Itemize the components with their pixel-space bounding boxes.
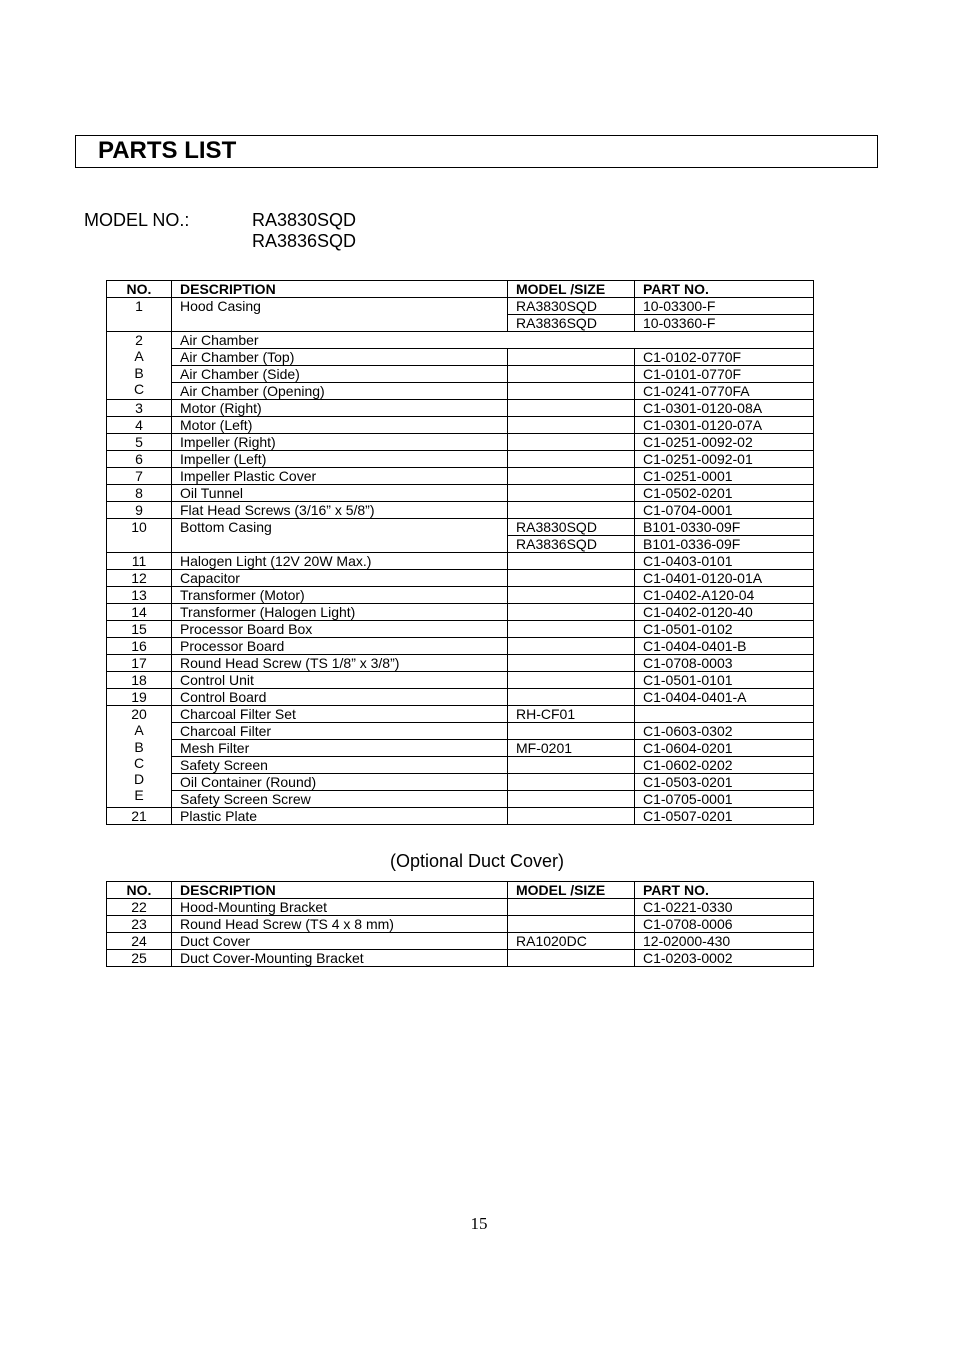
item-no: 1 <box>107 298 172 332</box>
item-no: 24 <box>107 933 172 950</box>
table-row <box>107 366 814 383</box>
item-description: Transformer (Motor) <box>172 587 508 604</box>
item-description: Motor (Left) <box>172 417 508 434</box>
table-row <box>107 950 814 967</box>
item-model-size <box>508 808 635 825</box>
item-part-no: C1-0603-0302 <box>635 723 814 740</box>
item-no: 25 <box>107 950 172 967</box>
item-no: 23 <box>107 916 172 933</box>
item-model-size: RA1020DC <box>508 933 635 950</box>
col-header-no: NO. <box>107 882 172 899</box>
item-description: Safety Screen <box>172 757 508 774</box>
table-row <box>107 485 814 502</box>
item-no: 16 <box>107 638 172 655</box>
item-part-no: C1-0705-0001 <box>635 791 814 808</box>
col-header-model-size: MODEL /SIZE <box>508 281 635 298</box>
item-no: 13 <box>107 587 172 604</box>
item-description: Halogen Light (12V 20W Max.) <box>172 553 508 570</box>
table-row <box>107 899 814 916</box>
table-header-row <box>107 281 814 298</box>
item-no: C <box>133 380 145 397</box>
item-no: 3 <box>107 400 172 417</box>
item-description: Duct Cover-Mounting Bracket <box>172 950 508 967</box>
col-header-part-no: PART NO. <box>635 882 814 899</box>
table-row <box>107 672 814 689</box>
item-no: D <box>133 771 145 788</box>
table-row <box>107 502 814 519</box>
item-model-size: RA3836SQD <box>508 315 635 332</box>
table-row <box>107 689 814 706</box>
item-part-no: C1-0301-0120-08A <box>635 400 814 417</box>
item-part-no: C1-0507-0201 <box>635 808 814 825</box>
item-model-size <box>508 774 635 791</box>
table-row <box>107 298 814 315</box>
table-row <box>107 638 814 655</box>
item-part-no: C1-0402-A120-04 <box>635 587 814 604</box>
item-part-no: C1-0704-0001 <box>635 502 814 519</box>
item-description: Charcoal Filter <box>172 723 508 740</box>
item-model-size: RA3836SQD <box>508 536 635 553</box>
item-no: 5 <box>107 434 172 451</box>
item-no: 4 <box>107 417 172 434</box>
item-description: Duct Cover <box>172 933 508 950</box>
table-header-row <box>107 882 814 899</box>
item-model-size <box>508 689 635 706</box>
item-no: B <box>134 738 144 755</box>
table-row <box>107 417 814 434</box>
item-part-no: C1-0251-0001 <box>635 468 814 485</box>
duct-cover-heading: (Optional Duct Cover) <box>389 851 565 871</box>
item-no: 15 <box>107 621 172 638</box>
item-model-size <box>508 553 635 570</box>
item-part-no: C1-0404-0401-A <box>635 689 814 706</box>
item-model-size <box>508 638 635 655</box>
model-number: RA3830SQD <box>252 210 357 230</box>
item-description: Charcoal Filter Set <box>172 706 508 723</box>
item-model-size <box>508 468 635 485</box>
item-description: Plastic Plate <box>172 808 508 825</box>
table-row <box>107 434 814 451</box>
item-part-no: 12-02000-430 <box>635 933 814 950</box>
item-description: Bottom Casing <box>172 519 508 553</box>
item-model-size <box>508 655 635 672</box>
item-no: 9 <box>107 502 172 519</box>
item-model-size <box>508 502 635 519</box>
table-row <box>107 587 814 604</box>
item-no: 8 <box>107 485 172 502</box>
table-row <box>107 519 814 536</box>
item-model-size <box>508 400 635 417</box>
item-description: Safety Screen Screw <box>172 791 508 808</box>
item-description: Air Chamber (Top) <box>172 349 508 366</box>
item-model-size: RH-CF01 <box>508 706 635 723</box>
item-part-no: C1-0604-0201 <box>635 740 814 757</box>
item-part-no: C1-0101-0770F <box>635 366 814 383</box>
item-model-size: MF-0201 <box>508 740 635 757</box>
item-part-no: C1-0401-0120-01A <box>635 570 814 587</box>
item-no: A <box>134 722 144 739</box>
col-header-model-size: MODEL /SIZE <box>508 882 635 899</box>
table-row <box>107 723 814 740</box>
item-model-size <box>508 417 635 434</box>
table-row <box>107 400 814 417</box>
item-no: 22 <box>107 899 172 916</box>
item-part-no: C1-0503-0201 <box>635 774 814 791</box>
table-row <box>107 332 814 349</box>
item-description: Transformer (Halogen Light) <box>172 604 508 621</box>
table-row <box>107 757 814 774</box>
item-part-no: C1-0251-0092-01 <box>635 451 814 468</box>
item-part-no: C1-0501-0101 <box>635 672 814 689</box>
page-number: 15 <box>470 1214 488 1233</box>
table-row <box>107 655 814 672</box>
item-description: Processor Board <box>172 638 508 655</box>
item-description: Flat Head Screws (3/16” x 5/8”) <box>172 502 508 519</box>
item-no: B <box>134 364 144 381</box>
item-model-size <box>508 621 635 638</box>
item-description: Air Chamber (Opening) <box>172 383 508 400</box>
item-description: Round Head Screw (TS 4 x 8 mm) <box>172 916 508 933</box>
model-number-list <box>252 210 356 252</box>
item-description: Air Chamber (Side) <box>172 366 508 383</box>
item-part-no: C1-0221-0330 <box>635 899 814 916</box>
item-model-size <box>508 916 635 933</box>
item-part-no: C1-0102-0770F <box>635 349 814 366</box>
table-row <box>107 808 814 825</box>
item-no: 18 <box>107 672 172 689</box>
item-part-no: C1-0402-0120-40 <box>635 604 814 621</box>
item-no-group <box>107 332 172 400</box>
item-part-no: B101-0336-09F <box>635 536 814 553</box>
item-part-no: C1-0708-0003 <box>635 655 814 672</box>
table-row <box>107 468 814 485</box>
item-model-size <box>508 383 635 400</box>
item-no: 20 <box>131 706 147 722</box>
item-part-no: C1-0602-0202 <box>635 757 814 774</box>
item-description: Impeller (Right) <box>172 434 508 451</box>
item-part-no: 10-03360-F <box>635 315 814 332</box>
item-no: A <box>134 348 144 365</box>
item-model-size: RA3830SQD <box>508 519 635 536</box>
item-part-no: C1-0241-0770FA <box>635 383 814 400</box>
item-description: Hood Casing <box>172 298 508 332</box>
item-description: Control Unit <box>172 672 508 689</box>
item-description: Oil Container (Round) <box>172 774 508 791</box>
item-description: Oil Tunnel <box>172 485 508 502</box>
page-title: PARTS LIST <box>98 137 237 164</box>
item-part-no: C1-0301-0120-07A <box>635 417 814 434</box>
table-row <box>107 791 814 808</box>
item-no: 14 <box>107 604 172 621</box>
item-model-size <box>508 587 635 604</box>
item-model-size: RA3830SQD <box>508 298 635 315</box>
item-model-size <box>508 723 635 740</box>
item-part-no: C1-0203-0002 <box>635 950 814 967</box>
table-row <box>107 621 814 638</box>
table-row <box>107 383 814 400</box>
item-model-size <box>508 672 635 689</box>
table-row <box>107 740 814 757</box>
item-no: E <box>134 787 144 804</box>
table-row <box>107 451 814 468</box>
item-model-size <box>508 791 635 808</box>
item-model-size <box>508 366 635 383</box>
item-description: Mesh Filter <box>172 740 508 757</box>
item-no: 19 <box>107 689 172 706</box>
item-model-size <box>508 434 635 451</box>
item-no: 10 <box>107 519 172 553</box>
item-description: Impeller Plastic Cover <box>172 468 508 485</box>
col-header-no: NO. <box>107 281 172 298</box>
item-no: 12 <box>107 570 172 587</box>
item-part-no: C1-0403-0101 <box>635 553 814 570</box>
item-no: 17 <box>107 655 172 672</box>
col-header-part-no: PART NO. <box>635 281 814 298</box>
table-row <box>107 706 814 723</box>
table-row <box>107 604 814 621</box>
item-no: 6 <box>107 451 172 468</box>
item-description: Motor (Right) <box>172 400 508 417</box>
item-model-size <box>508 570 635 587</box>
item-no: 11 <box>107 553 172 570</box>
item-part-no: C1-0708-0006 <box>635 916 814 933</box>
item-part-no: C1-0404-0401-B <box>635 638 814 655</box>
item-model-size <box>508 349 635 366</box>
table-row <box>107 933 814 950</box>
item-part-no: C1-0501-0102 <box>635 621 814 638</box>
table-row <box>107 570 814 587</box>
title-box <box>75 135 878 168</box>
model-number: RA3836SQD <box>252 231 357 251</box>
model-number-label: MODEL NO.: <box>84 210 190 230</box>
item-no: 7 <box>107 468 172 485</box>
item-model-size <box>508 950 635 967</box>
item-description: Air Chamber <box>172 332 814 349</box>
item-description: Capacitor <box>172 570 508 587</box>
item-part-no: 10-03300-F <box>635 298 814 315</box>
item-description: Round Head Screw (TS 1/8” x 3/8”) <box>172 655 508 672</box>
item-part-no: B101-0330-09F <box>635 519 814 536</box>
item-model-size <box>508 757 635 774</box>
item-part-no <box>635 706 814 723</box>
item-model-size <box>508 899 635 916</box>
item-description: Control Board <box>172 689 508 706</box>
parts-table <box>106 280 814 825</box>
item-description: Impeller (Left) <box>172 451 508 468</box>
duct-cover-table <box>106 881 814 967</box>
item-description: Hood-Mounting Bracket <box>172 899 508 916</box>
item-part-no: C1-0251-0092-02 <box>635 434 814 451</box>
item-no: 21 <box>107 808 172 825</box>
item-no: C <box>133 754 145 771</box>
col-header-description: DESCRIPTION <box>172 882 508 899</box>
table-row <box>107 349 814 366</box>
col-header-description: DESCRIPTION <box>172 281 508 298</box>
item-model-size <box>508 604 635 621</box>
item-model-size <box>508 451 635 468</box>
item-description: Processor Board Box <box>172 621 508 638</box>
item-no: 2 <box>135 332 143 348</box>
table-row <box>107 774 814 791</box>
item-no-group <box>107 706 172 808</box>
table-row <box>107 916 814 933</box>
item-part-no: C1-0502-0201 <box>635 485 814 502</box>
table-row <box>107 553 814 570</box>
item-model-size <box>508 485 635 502</box>
